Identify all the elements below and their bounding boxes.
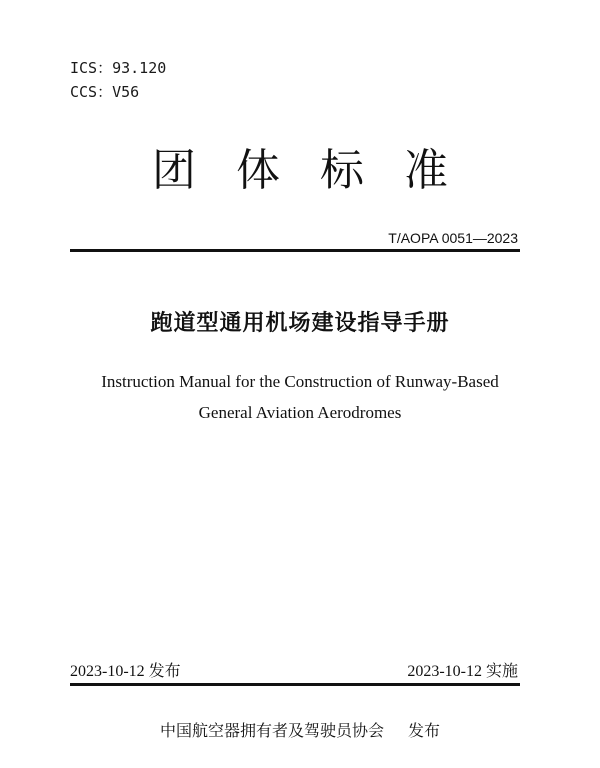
implementation-date: 2023-10-12 实施 (407, 663, 518, 680)
ics-code: ICS：93.120 (70, 59, 167, 77)
english-title-line-2: General Aviation Aerodromes (198, 403, 402, 422)
publisher-name: 中国航空器拥有者及驾驶员协会 (159, 721, 384, 740)
document-type-heading: 团体标准 (152, 145, 488, 196)
issue-date: 2023-10-12 发布 (70, 663, 181, 680)
ccs-code: CCS：V56 (70, 83, 140, 101)
standard-number: T/AOPA 0051—2023 (388, 230, 518, 246)
english-title (0, 366, 600, 428)
bottom-divider (70, 683, 520, 686)
publish-label: 发布 (408, 721, 441, 740)
publisher-line (0, 718, 600, 741)
english-title-line-1: Instruction Manual for the Construction of Runway-Based (101, 372, 499, 391)
chinese-title: 跑道型通用机场建设指导手册 (150, 311, 450, 336)
top-divider (70, 249, 520, 252)
classification-codes (70, 56, 166, 104)
